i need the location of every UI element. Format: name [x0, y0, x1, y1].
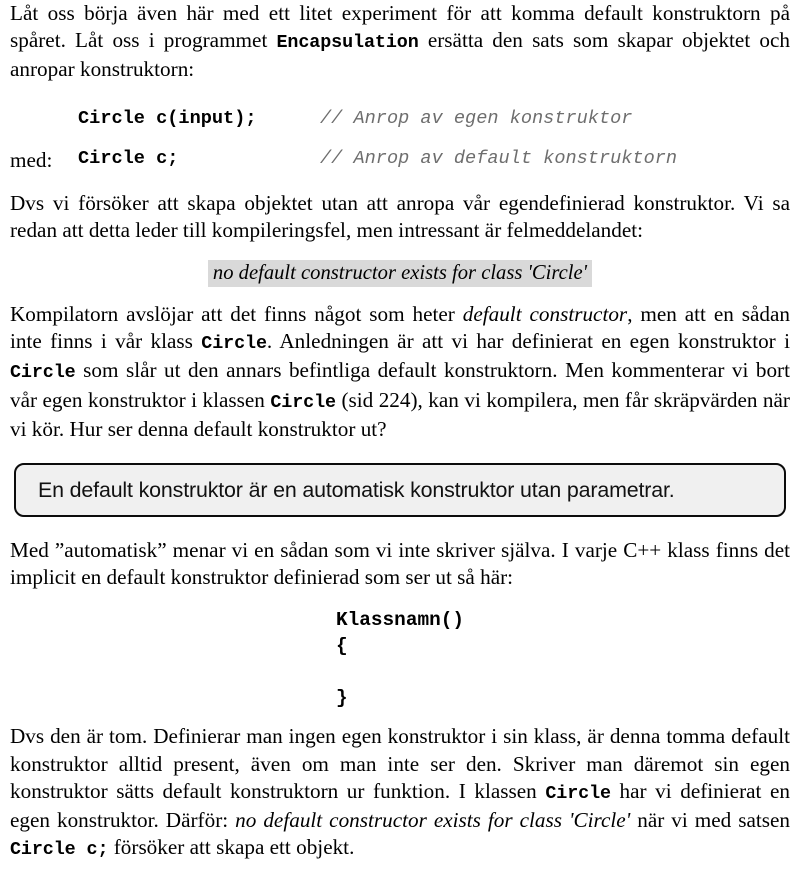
paragraph-5-part4: försöker att skapa ett objekt. [108, 835, 355, 860]
paragraph-5-part1: Dvs den är tom. Definierar man ingen egen konstruktor i sin klass, är denna tomma default konstruktor alltid present, även om man inte ser den. Skriver man däremot sin egen konstruktor sätts default konstruktorn ur funktion. I klassen [10, 724, 790, 803]
spacer [10, 84, 790, 106]
paragraph-2: Dvs vi försöker att skapa objektet utan att anropa vår egendefinierad konstruktor. Vi sa redan att detta leder till kompileringsfel, men intressant är felmeddelandet: [10, 190, 790, 242]
inline-code-circle-3: Circle [270, 391, 336, 413]
intro-paragraph [10, 0, 790, 84]
definition-callout-box [14, 463, 786, 517]
inline-code-circle-1: Circle [201, 333, 267, 355]
paragraph-5-part2: har vi definierat en egen konstruktor. Därför: [10, 778, 790, 833]
inline-code-encapsulation: Encapsulation [276, 32, 419, 54]
inline-code-circle-2: Circle [10, 362, 76, 384]
intro-text-part1: Låt oss börja även här med ett litet experiment för att komma default konstruktorn på spåret. Låt oss i programmet [10, 1, 790, 53]
paragraph-3-part1: Kompilatorn avslöjar att det finns något som heter [10, 302, 463, 327]
paragraph-3-part4: som slår ut den annars befintliga default konstruktorn. Men kommenterar vi bort vår egen konstruktor i klassen [10, 358, 790, 412]
spacer [10, 443, 790, 463]
paragraph-3 [10, 301, 790, 443]
code-line-1 [10, 106, 790, 132]
block-code-line-2: { [336, 635, 348, 658]
inline-code-circle-c: Circle c; [10, 839, 109, 861]
spacer [10, 287, 790, 301]
spacer [10, 591, 790, 607]
paragraph-3-part5: (sid 224), kan vi kompilera, men får skräpvärden när vi kör. Hur ser denna default konstruktor ut? [10, 387, 790, 441]
paragraph-3-italic-default-constructor: default constructor [462, 302, 628, 327]
code-line-2-comment: // Anrop av default konstruktorn [320, 147, 678, 169]
compiler-error-message [10, 260, 790, 287]
paragraph-5 [10, 723, 790, 863]
block-code-sample [10, 607, 790, 711]
spacer [10, 244, 790, 260]
paragraph-5-italic-error-message: no default constructor exists for class 'Circle' [235, 808, 631, 833]
block-code-empty-line [336, 659, 790, 685]
block-code-line-1: Klassnamn() [336, 609, 464, 632]
compiler-error-text: no default constructor exists for class 'Circle' [208, 260, 592, 287]
paragraph-3-part2: , men att en sådan inte finns i vår klass [10, 302, 790, 354]
code-line-2 [10, 146, 790, 172]
inline-code-circle-4: Circle [545, 782, 611, 804]
spacer [10, 172, 790, 190]
code-line-1-comment: // Anrop av egen konstruktor [320, 107, 633, 129]
paragraph-5-part3: när vi med satsen [630, 808, 791, 833]
code-line-2-source: Circle c; [78, 147, 179, 169]
spacer [10, 711, 790, 723]
intro-text-part2: ersätta den sats som skapar objektet och anropar konstruktorn: [10, 28, 790, 82]
paragraph-4: Med ”automatisk” menar vi en sådan som vi inte skriver själva. I varje C++ klass finns det implicit en default konstruktor definierad som ser ut så här: [10, 538, 790, 590]
spacer [10, 517, 790, 537]
definition-callout-text: En default konstruktor är en automatisk konstruktor utan parametrar. [38, 477, 675, 502]
paragraph-3-part3: . Anledningen är att vi har definierat en egen konstruktor i [266, 329, 790, 354]
block-code-line-3: } [336, 687, 348, 710]
code-line-1-source: Circle c(input); [78, 107, 257, 129]
spacer [10, 132, 790, 146]
code-line-2-lead-label: med: [10, 147, 53, 172]
